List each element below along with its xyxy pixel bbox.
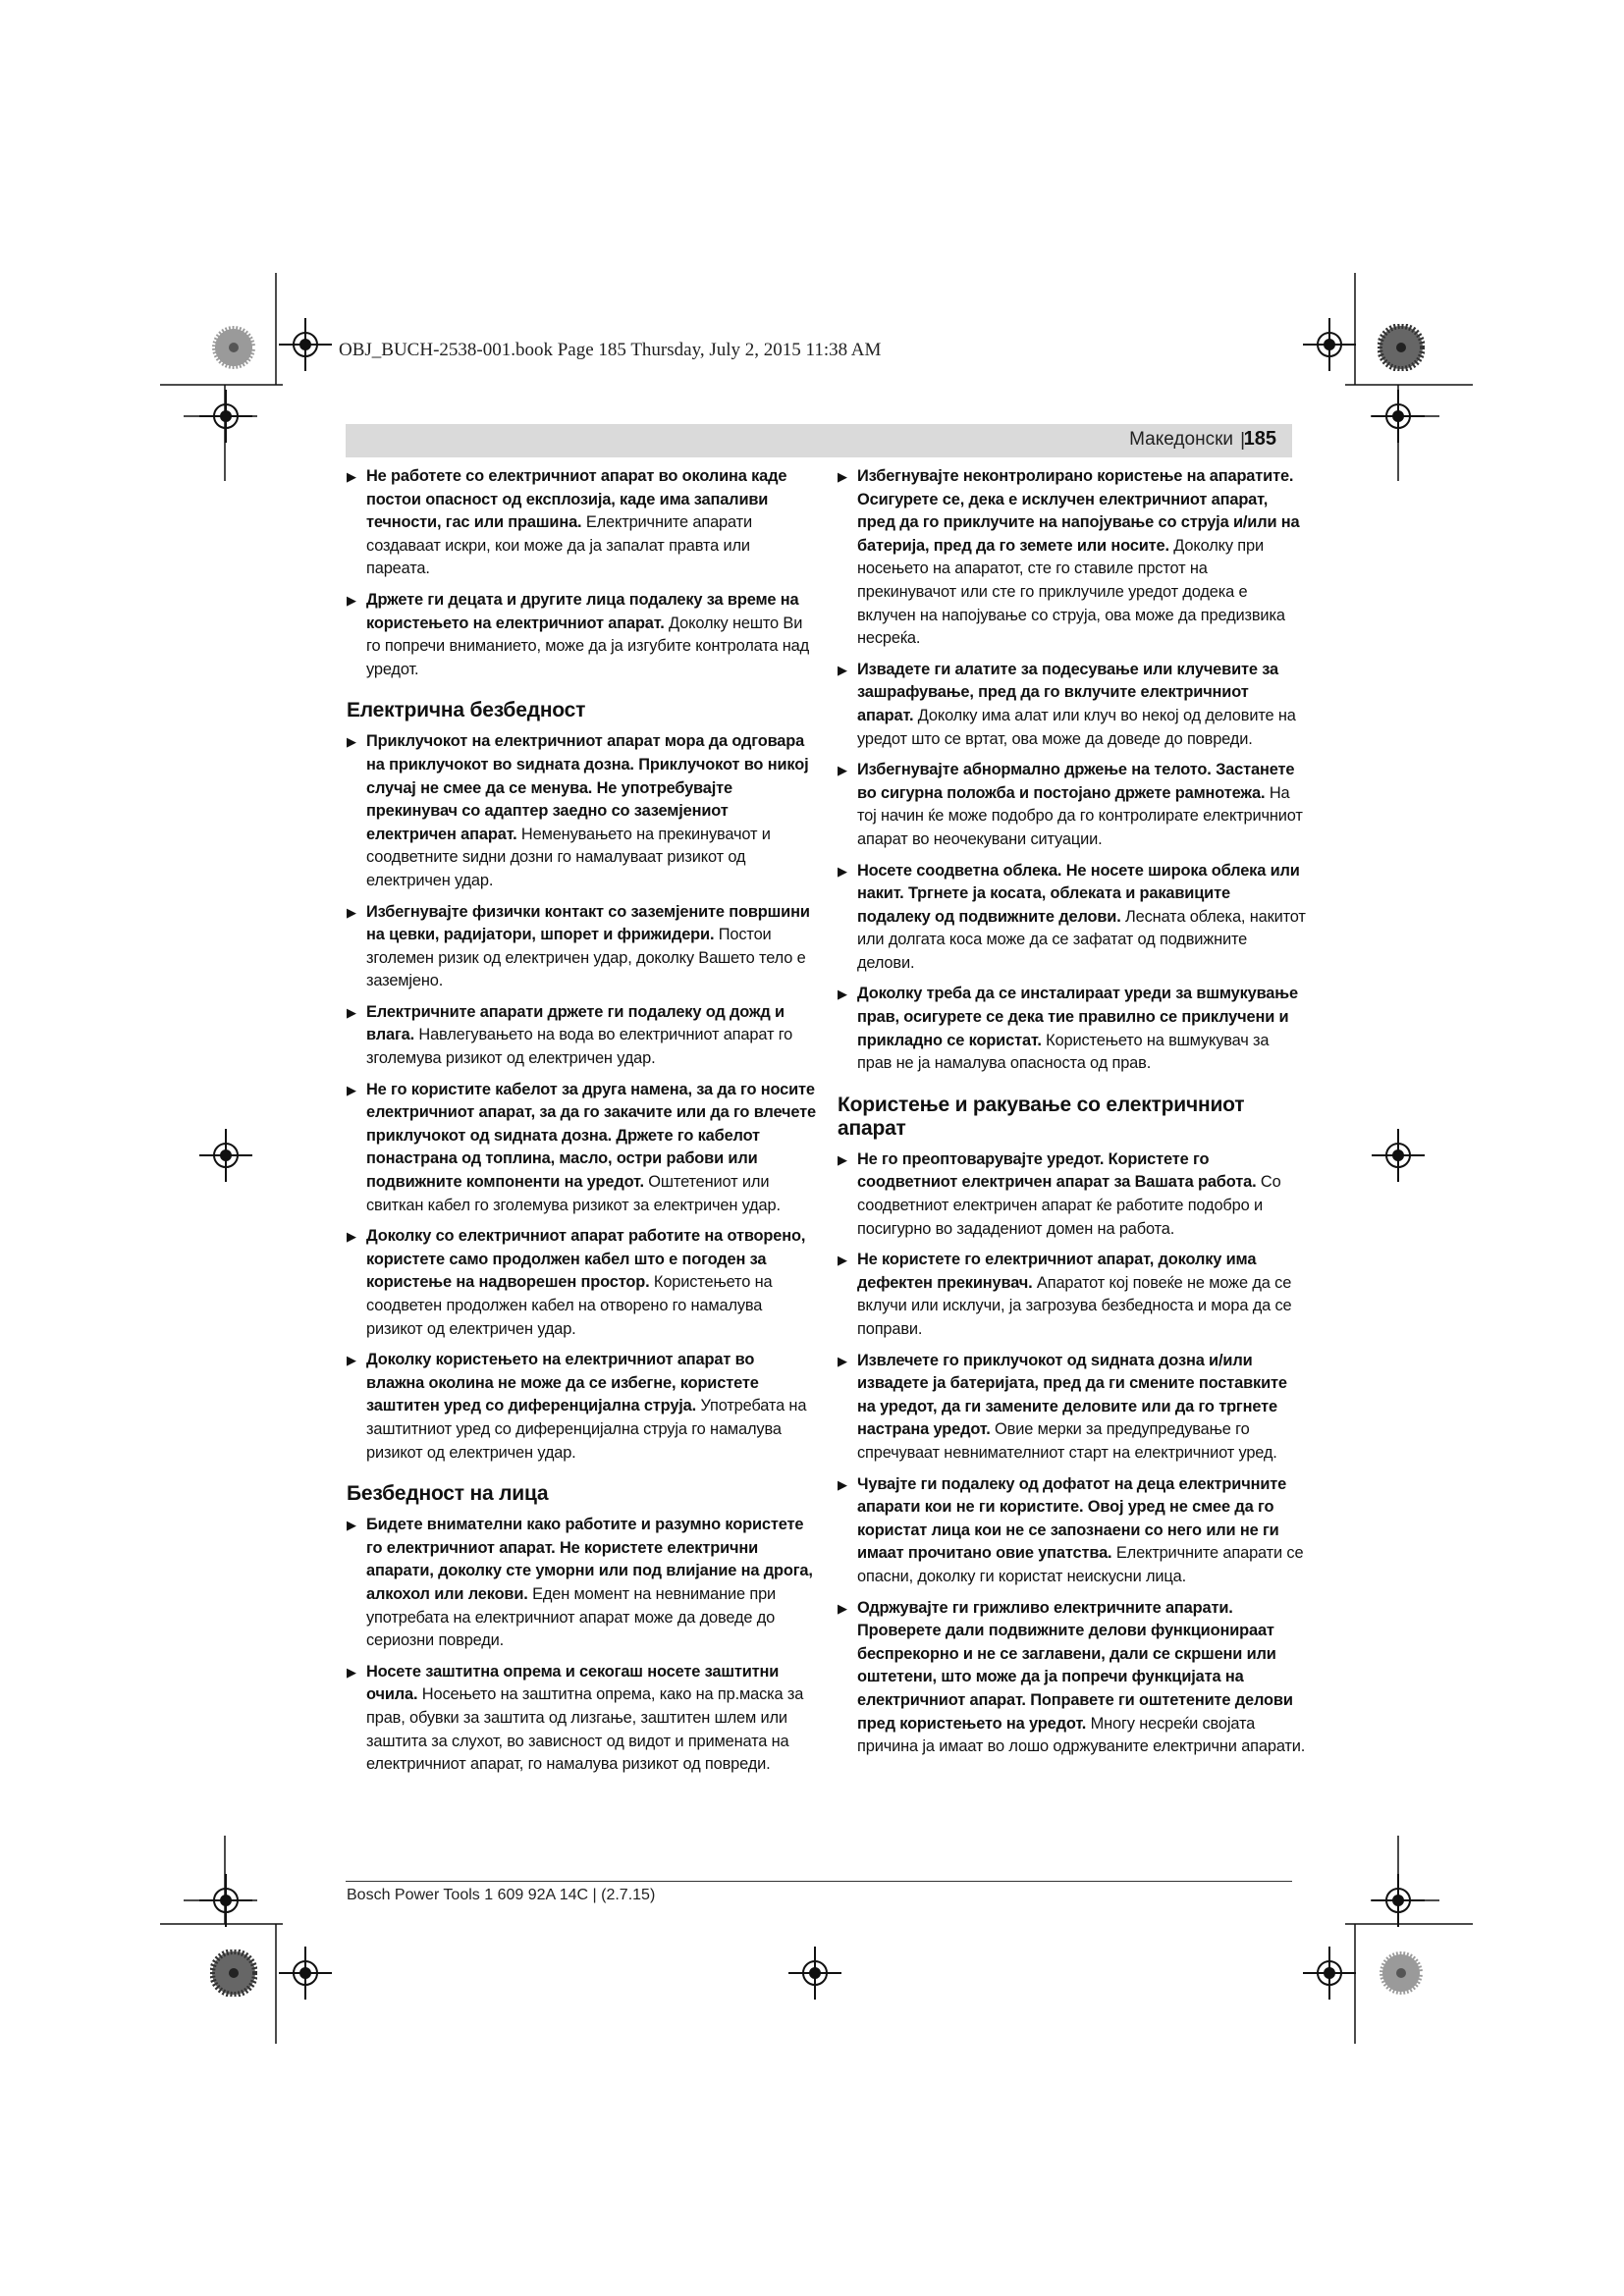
dotted-circle-icon bbox=[1378, 324, 1425, 371]
list-item: ▶ Носете заштитна опрема и секогаш носете заштитни очила. Носењето на заштитна опрема, како на пр.маска за прав, обувки за заштита од лизгање, заштитен шлем или заштита за слухот, во зависност од видот и примената на електричниот апарат, го намалува ризикот од повреди. bbox=[347, 1662, 804, 1774]
list-item: ▶ Не користете го електричниот апарат, доколку има дефектен прекинувач. Апаратот кој повеќе не може да се вклучи или исклучи, ја загрозува безбедноста и мора да се поправи. bbox=[838, 1251, 1292, 1338]
list-item: ▶ Бидете внимателни како работите и разумно користете го електричниот апарат. Не користете електрични апарати, доколку сте уморни или под влијание на дрога, алкохол или лекови. Еден момент на невнимание при употребата на електричниот апарат може да доведе до сериозни повреди. bbox=[347, 1516, 813, 1650]
list-item: ▶ Носете соодветна облека. Не носете широка облека или накит. Тргнете ја косата, облеката и ракавиците подалеку од подвижните делови. Лесната облека, накитот или долгата коса може да се зафатат од подвижните делови. bbox=[838, 861, 1306, 972]
crosshair-icon bbox=[1303, 1947, 1356, 2000]
triangle-right-icon: ▶ bbox=[347, 592, 356, 608]
list-item: ▶ Одржувајте ги грижливо електричните апарати. Проверете дали подвижните делови функционираат беспрекорно и не се заглавени, дали се скршени или оштетени, што може да ја попречи функцијата на електричниот апарат. Поправете ги оштетените делови пред користењето на уредот. Многу несреќи својата причина ја имаат во лошо одржуваните електрични апарати. bbox=[838, 1598, 1306, 1756]
header-language: Македонски bbox=[1129, 429, 1233, 450]
list-item: ▶ Извлечете го приклучокот од ѕидната дозна и/или извадете ја батеријата, пред да ги смените поставките на уредот, да ги замените деловите или да го тргнете настрана уредот. Овие мерки за предупредување го спречуваат невнимателниот старт на електричниот уред. bbox=[838, 1351, 1287, 1462]
triangle-right-icon: ▶ bbox=[347, 1518, 356, 1533]
list-item: ▶ Не го преоптоварувајте уредот. Користете го соодветниот електричен апарат за Вашата работа. Со соодветниот електричен апарат ќе работите подобро и посигурно во зададениот домен на работа. bbox=[838, 1149, 1281, 1238]
triangle-right-icon: ▶ bbox=[838, 1353, 847, 1368]
list-item: ▶ Не го користите кабелот за друга намена, за да го носите електричниот апарат, за да го закачите или да го влечете приклучокот од ѕидната дозна. Држете го кабелот понастрана од топлина, масло, остри рабови или подвижните компоненти на уредот. Оштетениот или свиткан кабел го зголемува ризикот за електричен удар. bbox=[347, 1080, 816, 1214]
dotted-circle-icon bbox=[1378, 1949, 1425, 1997]
triangle-right-icon: ▶ bbox=[838, 763, 847, 778]
triangle-right-icon: ▶ bbox=[347, 469, 356, 484]
crosshair-icon bbox=[199, 390, 252, 443]
triangle-right-icon: ▶ bbox=[838, 1476, 847, 1492]
triangle-right-icon: ▶ bbox=[838, 863, 847, 879]
triangle-right-icon: ▶ bbox=[347, 1664, 356, 1680]
triangle-right-icon: ▶ bbox=[347, 1082, 356, 1097]
crosshair-icon bbox=[279, 1947, 332, 2000]
section-title: Електрична безбедност bbox=[347, 699, 586, 722]
triangle-right-icon: ▶ bbox=[838, 469, 847, 484]
list-item: ▶ Доколку користењето на електричниот апарат во влажна околина не може да се избегне, користете заштитен уред со диференцијална струја. Употребата на заштитниот уред со диференцијална струја го намалува ризикот од електричен удар. bbox=[347, 1351, 807, 1462]
crosshair-icon bbox=[1372, 1129, 1425, 1182]
dotted-circle-icon bbox=[210, 1949, 257, 1997]
dotted-circle-icon bbox=[210, 324, 257, 371]
crosshair-icon bbox=[199, 1129, 252, 1182]
triangle-right-icon: ▶ bbox=[838, 1253, 847, 1268]
header-separator: | bbox=[1240, 430, 1245, 451]
triangle-right-icon: ▶ bbox=[838, 987, 847, 1002]
crosshair-icon bbox=[788, 1947, 841, 2000]
crosshair-icon bbox=[1372, 1874, 1425, 1927]
list-item: ▶ Доколку со електричниот апарат работите на отворено, користете само продолжен кабел што е погоден за користење на надворешен простор. Користењето на соодветен продолжен кабел на отворено го намалува ризикот од електричен удар. bbox=[347, 1227, 806, 1338]
crosshair-icon bbox=[1303, 318, 1356, 371]
triangle-right-icon: ▶ bbox=[347, 734, 356, 750]
section-title: Безбедност на лица bbox=[347, 1482, 549, 1506]
print-info: OBJ_BUCH-2538-001.book Page 185 Thursday, July 2, 2015 11:38 AM bbox=[339, 340, 882, 360]
list-item: ▶ Избегнувајте абнормално држење на телото. Застанете во сигурна положба и постојано држете рамнотежа. На тој начин ќе може подобро да го контролирате електричниот апарат во неочекувани ситуации. bbox=[838, 761, 1303, 848]
right-column bbox=[838, 465, 1307, 1767]
crosshair-icon bbox=[1372, 390, 1425, 443]
triangle-right-icon: ▶ bbox=[347, 904, 356, 920]
triangle-right-icon: ▶ bbox=[838, 1151, 847, 1167]
list-item: ▶ Чувајте ги подалеку од дофатот на деца електричните апарати кои не ги користите. Овој уред не смее да го користат лица кои не се запознаени со него или не ги имаат прочитано овие упатства. Електричните апарати се опасни, доколку ги користат неискусни лица. bbox=[838, 1474, 1304, 1585]
triangle-right-icon: ▶ bbox=[838, 1600, 847, 1616]
section-title: Користење и ракување со електричниот апарат bbox=[838, 1093, 1245, 1140]
left-column bbox=[347, 465, 816, 1785]
list-item: ▶ Извадете ги алатите за подесување или клучевите за зашрафување, пред да го вклучите електричниот апарат. Доколку има алат или клуч во некој од деловите на уредот што се вртат, ова може да доведе до повреди. bbox=[838, 660, 1296, 748]
list-item: ▶ Држете ги децата и другите лица подалеку за време на користењето на електричниот апарат. Доколку нешто Ви го попречи вниманието, може да ја изгубите контролата над уредот. bbox=[347, 590, 810, 678]
page-number: 185 bbox=[1243, 428, 1276, 450]
footer-divider bbox=[346, 1881, 1292, 1882]
list-item: ▶ Доколку треба да се инсталираат уреди за вшмукување прав, осигурете се дека тие правилно се приклучени и прикладно се користат. Користењето на вшмукувач за прав не ја намалува опасноста од прав. bbox=[838, 985, 1298, 1073]
page-header bbox=[346, 424, 1292, 457]
list-item: ▶ Приклучокот на електричниот апарат мора да одговара на приклучокот во ѕидната дозна. Приклучокот во никој случај не смее да се менува. Не употребувајте прекинувач со адаптер заедно со заземјениот електричен апарат. Неменувањето на прекинувачот и соодветните ѕидни дозни го намалуваат ризикот од електричен удар. bbox=[347, 732, 809, 889]
list-item: ▶ Електричните апарати држете ги подалеку од дожд и влага. Навлегувањето на вода во електричниот апарат го зголемува ризикот од електричен удар. bbox=[347, 1002, 793, 1068]
crosshair-icon bbox=[199, 1874, 252, 1927]
list-item: ▶ Избегнувајте неконтролирано користење на апаратите. Осигурете се, дека е исклучен електричниот апарат, пред да го приклучите на напојување со струја и/или на батерија, пред да го земете или носите. Доколку при носењето на апаратот, сте го ставиле прстот на прекинувачот или сте го приклучиле уредот додека е вклучен на напојување со струја, ова може да предизвика несреќа. bbox=[838, 467, 1300, 648]
list-item: ▶ Избегнувајте физички контакт со заземјените површини на цевки, радијатори, шпорет и фрижидери. Постои зголемен ризик од електричен удар, доколку Вашето тело е заземјено. bbox=[347, 902, 810, 990]
triangle-right-icon: ▶ bbox=[347, 1004, 356, 1020]
triangle-right-icon: ▶ bbox=[347, 1353, 356, 1368]
list-item: ▶ Не работете со електричниот апарат во околина каде постои опасност од експлозија, каде има запаливи течности, гас или прашина. Електричните апарати создаваат искри, кои може да ја запалат правта или пареата. bbox=[347, 467, 787, 578]
triangle-right-icon: ▶ bbox=[347, 1229, 356, 1245]
crosshair-icon bbox=[279, 318, 332, 371]
triangle-right-icon: ▶ bbox=[838, 662, 847, 677]
page-footer: Bosch Power Tools 1 609 92A 14C | (2.7.15) bbox=[347, 1887, 656, 1903]
